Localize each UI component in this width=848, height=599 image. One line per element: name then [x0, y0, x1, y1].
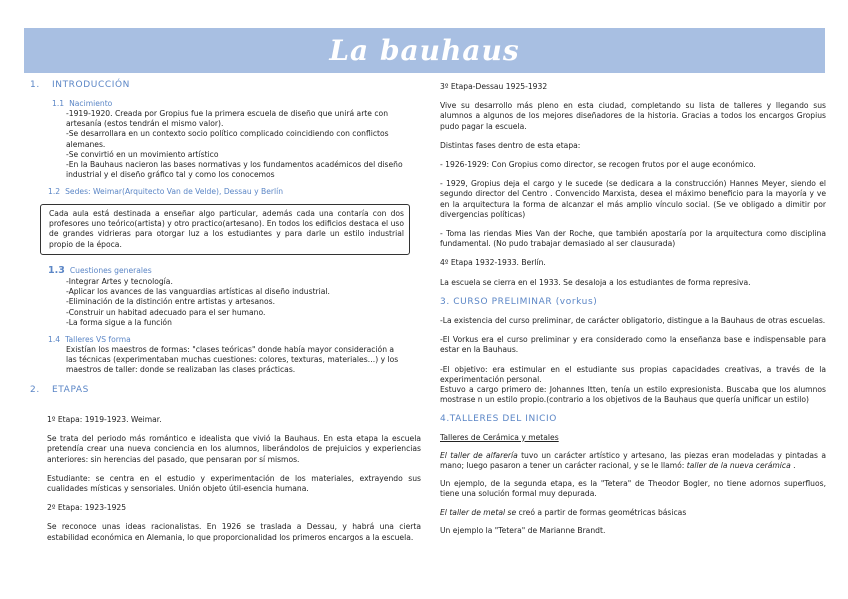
section-heading-talleres-inicio: 4.TALLERES DEL INICIO — [440, 414, 557, 425]
etapas-body — [47, 415, 421, 543]
text-line: -Construir un habitad adecuado para el ser humano. — [66, 307, 266, 317]
subheading-nacimiento: 1.1 Nacimiento — [52, 99, 113, 108]
nacimiento-body — [66, 109, 458, 180]
etapa4-title: 4º Etapa 1932-1933. Berlín. — [440, 258, 546, 268]
etapa1-paragraph: Se trata del periodo más romántico e idealista que vivió la Bauhaus. En esta etapa la escuela pretendía crear una nueva conciencia en los alumnos, liberándolos de prejuicios y experiencias anteriores: sin herencias del pasado, que pensaran por sí mismos. — [47, 434, 421, 464]
cuestiones-body — [66, 277, 458, 328]
text-line: industrial y el diseño gráfico tal y como los conocemos — [66, 170, 275, 180]
etapa1-title: 1º Etapa: 1919-1923. Weimar. — [47, 415, 162, 424]
text-line: -Eliminación de la distinción entre artistas y artesanos. — [66, 297, 276, 307]
subheading-talleres: 1.4 Talleres VS forma — [48, 335, 131, 344]
fases-title: Distintas fases dentro de esta etapa: — [440, 140, 581, 150]
curso-paragraph: Estuvo a cargo primero de: Johannes Itten, tenía un estilo expresionista. Buscaba que los alumnos mostrase n un estilo propio.(contrario a los objetivos de la Bauhaus que quería unificar un estilo) — [440, 385, 826, 405]
section-heading-etapas: 2. ETAPAS — [30, 385, 89, 395]
aulas-box: Cada aula está destinada a enseñar algo particular, además cada una contaría con dos profesores uno teórico(artista) y otro practico(artesano). En todos los edificios destaca el uso de grandes vidrieras para otorgar luz a los estudiantes y para darle un estilo industrial propio de la época. — [40, 204, 410, 255]
etapa2-title: 2º Etapa: 1923-1925 — [47, 503, 127, 513]
text-line: -Integrar Artes y tecnología. — [66, 277, 173, 286]
page-title: La bauhaus — [329, 34, 520, 67]
etapa4-paragraph: La escuela se cierra en el 1933. Se desaloja a los estudiantes de forma represiva. — [440, 277, 751, 287]
text-line: las técnicas (experimentaban muchas cuestiones: colores, texturas, materiales…) y los — [66, 355, 399, 365]
text-line: Existían los maestros de formas: "clases teóricas" donde había mayor consideración a — [66, 345, 395, 354]
etapa3-title: 3º Etapa-Dessau 1925-1932 — [440, 82, 548, 91]
fase-item: - 1929, Gropius deja el cargo y le sucede (se dedicara a la construcción) Hannes Meyer, siendo el segundo director del Centro . Convencido Marxista, desea el máximo beneficio para la mayoría y ve en la arquitectura la forma de alcanzar el más amplio vínculo social. (Se ve obligado a dimitir por divergencias políticas) — [440, 179, 826, 219]
title-banner — [24, 28, 825, 73]
curso-paragraph: -El objetivo: era estimular en el estudiante sus propias capacidades creativas, a través de la experimentación personal. — [440, 364, 826, 384]
text-line: -Se desarrollara en un contexto socio político complicado coincidiendo con conflictos — [66, 129, 389, 139]
section-heading-introduccion: 1. INTRODUCCIÓN — [30, 80, 130, 90]
ceramica-paragraph: El taller de alfarería tuvo un carácter artístico y artesano, las piezas eran modeladas y pintadas a mano; luego pasaron a tener un carácter racional, y se le llamó: taller de la nueva cerámica . — [440, 450, 826, 471]
text-line: alemanes. — [66, 139, 106, 149]
subheading-sedes: 1.2 Sedes: Weimar(Arquitecto Van de Velde), Dessau y Berlín — [48, 187, 284, 196]
fase-item: - 1926-1929: Con Gropius como director, se recogen frutos por el auge económico. — [440, 160, 756, 170]
fase-item: - Toma las riendas Mies Van der Roche, que también apostaría por la arquitectura como disciplina fundamental. (No pudo trabajar demasiado al ser clausurada) — [440, 229, 826, 249]
etapa1-paragraph-estudiante: Estudiante: se centra en el estudio y experimentación de los materiales, extrayendo sus cualidades místicas y sensoriales. Unión objeto útil-esencia humana. — [47, 473, 421, 494]
curso-paragraph: -La existencia del curso preliminar, de carácter obligatorio, distingue a la Bauhaus de otras escuelas. — [440, 316, 826, 326]
ejemplo-paragraph: Un ejemplo la "Tetera" de Marianne Brandt. — [440, 525, 606, 535]
subheading-cuestiones: 1.3 Cuestiones generales — [48, 265, 152, 276]
etapa3-paragraph: Vive su desarrollo más pleno en esta ciudad, completando su lista de talleres y llegando sus alumnos a algunos de los mejores diseñadores de la historia. Gracias a todos los encargos Gropius pudo pagar la escuela. — [440, 101, 826, 131]
talleres-body — [66, 345, 458, 376]
text-line: maestros de taller: donde se realizaban las clases prácticas. — [66, 365, 296, 375]
text-line: -Se convirtió en un movimiento artístico — [66, 149, 219, 159]
curso-paragraph: -El Vorkus era el curso preliminar y era considerado como la enseñanza base e indispensable para estar en la Bauhaus. — [440, 335, 826, 355]
text-line: -1919-1920. Creada por Gropius fue la primera escuela de diseño que unirá arte con — [66, 109, 389, 118]
text-line: -En la Bauhaus nacieron las bases normativas y los fundamentos académicos del diseño — [66, 160, 403, 170]
metal-paragraph: El taller de metal se creó a partir de formas geométricas básicas — [440, 507, 687, 517]
etapa2-paragraph: Se reconoce unas ideas racionalistas. En 1926 se traslada a Dessau, y habrá una cierta estabilidad económica en Alemania, lo que proporcionalidad los primeros encargos a la escuela. — [47, 522, 421, 542]
talleres-subtitle: Talleres de Cerámica y metales — [440, 432, 559, 442]
ejemplo-paragraph: Un ejemplo, de la segunda etapa, es la "Tetera" de Theodor Bogler, no tiene adornos superfluos, tiene una solución formal muy depurada. — [440, 479, 826, 499]
section-heading-curso: 3. CURSO PRELIMINAR (vorkus) — [440, 296, 598, 307]
text-line: artesanía (estos tendrán el mismo valor). — [66, 119, 224, 129]
right-column — [440, 82, 826, 536]
text-line: -La forma sigue a la función — [66, 317, 172, 327]
text-line: -Aplicar los avances de las vanguardias artísticas al diseño industrial. — [66, 287, 330, 297]
